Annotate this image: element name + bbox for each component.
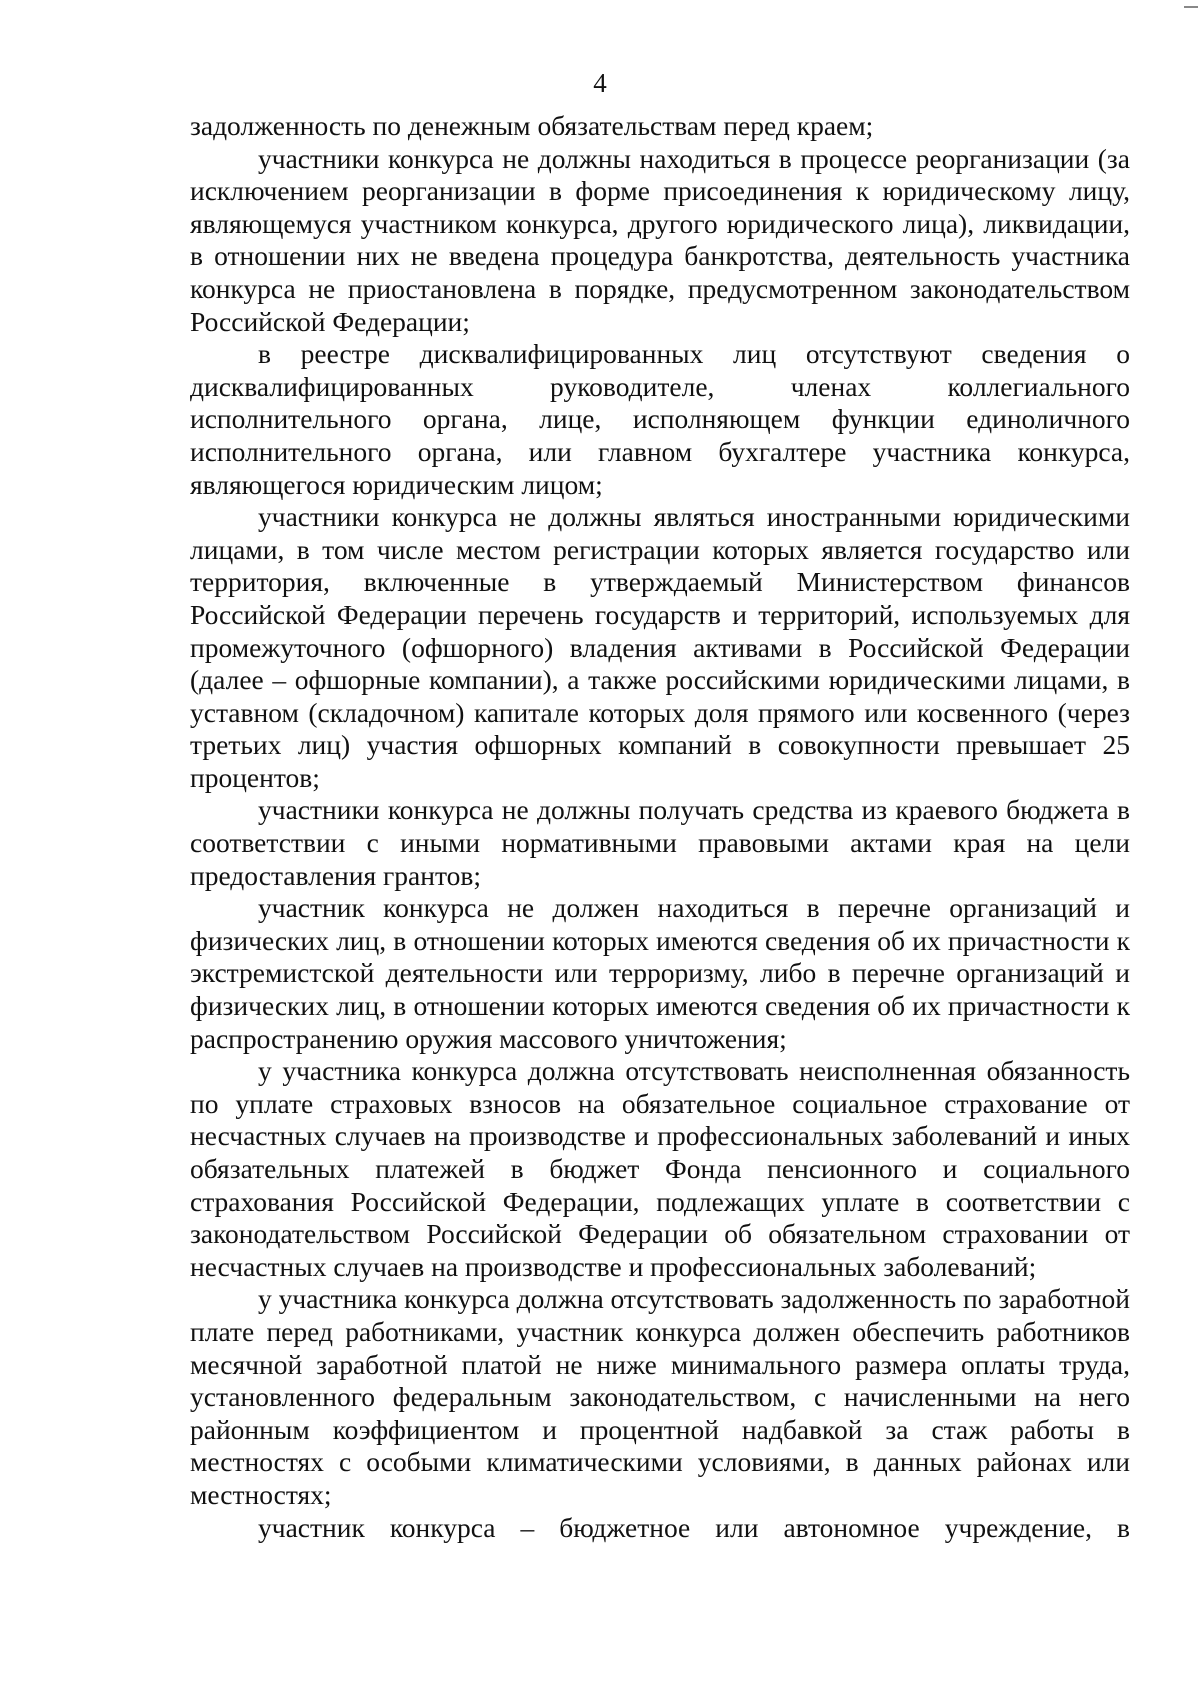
paragraph-7: у участника конкурса должна отсутствовать неисполненная обязанность по уплате страховых взносов на обязательное социальное страхование от несчастных случаев на производстве и профессиональных заболеваний и иных обязательных платежей в бюджет Фонда пенсионного и социального страхования Российской Федерации, подлежащих уплате в соответствии с законодательством Российской Федерации об обязательном страховании от несчастных случаев на производстве и профессиональных заболеваний; [190, 1055, 1130, 1282]
paragraph-9-continues: участник конкурса – бюджетное или автономное учреждение, в [258, 1511, 1130, 1543]
paragraph-8: у участника конкурса должна отсутствовать задолженность по заработной плате перед работниками, участник конкурса должен обеспечить работников месячной заработной платой не ниже минимального размера оплаты труда, установленного федеральным законодательством, с начисленными на него районным коэффициентом и процентной надбавкой за стаж работы в местностях с особыми климатическими условиями, в данных районах или местностях; [190, 1283, 1130, 1510]
scan-corner-mark [1184, 6, 1198, 8]
paragraph-3: в реестре дисквалифицированных лиц отсутствуют сведения о дисквалифицированных руководителе, членах коллегиального исполнительного органа, лице, исполняющем функции единоличного исполнительного органа, или главном бухгалтере участника конкурса, являющегося юридическим лицом; [190, 338, 1130, 500]
page-number: 4 [593, 68, 607, 98]
paragraph-1: задолженность по денежным обязательствам перед краем; [190, 110, 874, 141]
document-body [190, 110, 1130, 1544]
paragraph-2: участники конкурса не должны находиться в процессе реорганизации (за исключением реорганизации в форме присоединения к юридическому лицу, являющемуся участником конкурса, другого юридического лица), ликвидации, в отношении них не введена процедура банкротства, деятельность участника конкурса не приостановлена в порядке, предусмотренном законодательством Российской Федерации; [190, 142, 1130, 337]
paragraph-4: участники конкурса не должны являться иностранными юридическими лицами, в том числе местом регистрации которых является государство или территория, включенные в утверждаемый Министерством финансов Российской Федерации перечень государств и территорий, используемых для промежуточного (офшорного) владения активами в Российской Федерации (далее – офшорные компании), а также российскими юридическими лицами, в уставном (складочном) капитале которых доля прямого или косвенного (через третьих лиц) участия офшорных компаний в совокупности превышает 25 процентов; [190, 501, 1130, 793]
paragraph-6: участник конкурса не должен находиться в перечне организаций и физических лиц, в отношении которых имеются сведения об их причастности к экстремистской деятельности или терроризму, либо в перечне организаций и физических лиц, в отношении которых имеются сведения об их причастности к распространению оружия массового уничтожения; [190, 892, 1130, 1054]
paragraph-5: участники конкурса не должны получать средства из краевого бюджета в соответствии с иными нормативными правовыми актами края на цели предоставления грантов; [190, 794, 1130, 891]
